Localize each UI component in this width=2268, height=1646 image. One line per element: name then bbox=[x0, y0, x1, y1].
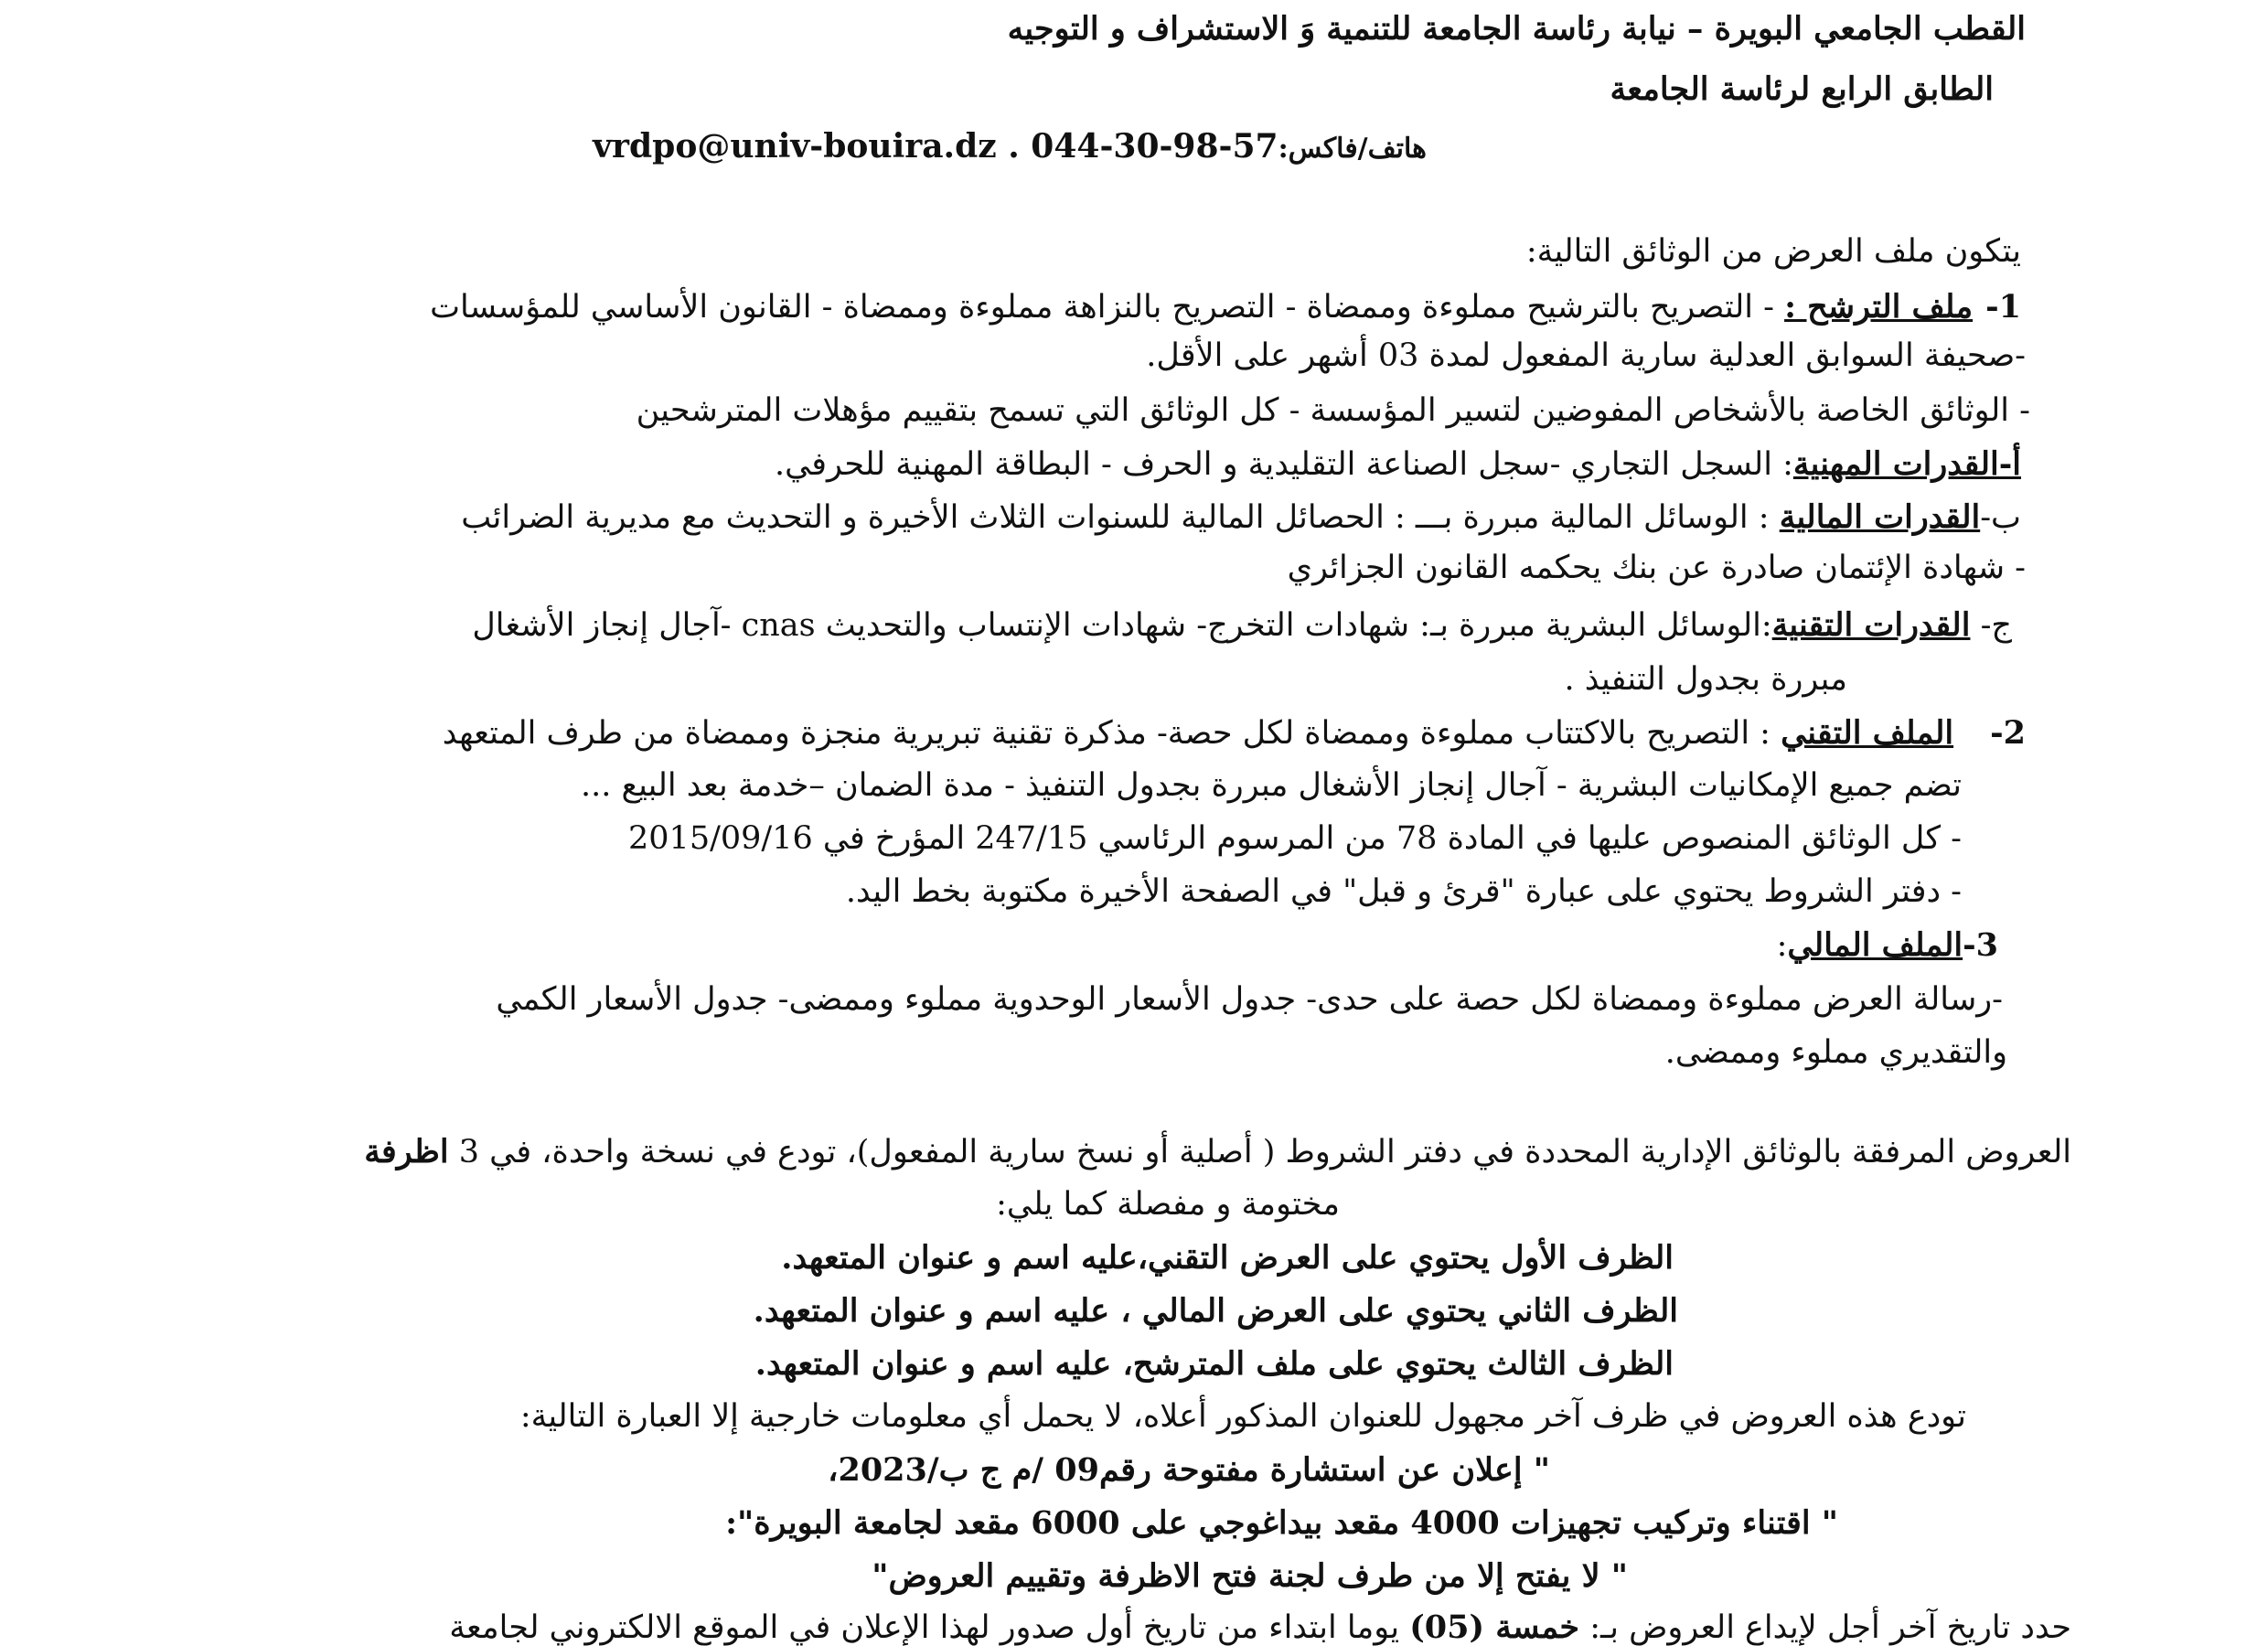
section-1-number: 1- bbox=[1985, 288, 2021, 326]
section-3-line-2: والتقديري مملوء وممضى. bbox=[1664, 1034, 2007, 1071]
section-2-line-2: تضم جميع الإمكانيات البشرية - آجال إنجاز الأشغال مبررة بجدول التنفيذ - مدة الضمان –خدمة بعد البيع ... bbox=[580, 767, 1962, 804]
section-1-item-b-line-2: - شهادة الإئتمان صادرة عن بنك يحكمه القانون الجزائري bbox=[1287, 550, 2026, 586]
section-1-heading bbox=[430, 288, 2021, 326]
section-3-title: الملف المالي bbox=[1787, 926, 1963, 964]
subject-quote: " اقتناء وتركيب تجهيزات 4000 مقعد بيداغوجي على 6000 مقعد لجامعة البويرة": bbox=[725, 1504, 1838, 1542]
item-c-prefix: ج- bbox=[1970, 607, 2012, 644]
deadline-bold: خمسة (05) bbox=[1409, 1609, 1580, 1646]
section-1-item-c bbox=[472, 606, 2012, 644]
section-1-line-2: -صحيفة السوابق العدلية سارية المفعول لمدة 03 أشهر على الأقل. bbox=[1146, 337, 2026, 374]
section-2-title: الملف التقني bbox=[1781, 714, 1954, 752]
section-2-line-3: - كل الوثائق المنصوص عليها في المادة 78 من المرسوم الرئاسي 247/15 المؤرخ في 2015/09/16 bbox=[628, 820, 1962, 857]
offers-intro-line-2: مختومة و مفصلة كما يلي: bbox=[996, 1186, 1340, 1223]
item-c-text: :الوسائل البشرية مبررة بـ: شهادات التخرج- شهادات الإنتساب والتحديث cnas -آجال إنجاز الأشغال bbox=[472, 607, 1772, 644]
item-a-text: : السجل التجاري -سجل الصناعة التقليدية و الحرف - البطاقة المهنية للحرفي. bbox=[774, 446, 1793, 483]
documents-intro: يتكون ملف العرض من الوثائق التالية: bbox=[1525, 233, 2021, 270]
item-c-label: القدرات التقنية bbox=[1771, 606, 1971, 644]
item-b-prefix: ب- bbox=[1980, 499, 2021, 536]
item-b-label: القدرات المالية bbox=[1779, 498, 1981, 536]
section-1-item-a bbox=[774, 445, 2021, 483]
header-line-2: الطابق الرابع لرئاسة الجامعة bbox=[1610, 70, 1994, 108]
section-2-heading bbox=[442, 714, 2026, 752]
section-3-line-1: -رسالة العرض مملوءة وممضاة لكل حصة على حدى- جدول الأسعار الوحدوية مملوء وممضى- جدول الأسعار الكمي bbox=[496, 981, 2003, 1018]
section-3-number: 3- bbox=[1963, 926, 1998, 964]
offers-intro-text: العروض المرفقة بالوثائق الإدارية المحددة في دفتر الشروط ( أصلية أو نسخ سارية المفعول)، تودع في نسخة واحدة، في 3 bbox=[448, 1134, 2071, 1170]
outer-envelope-note: تودع هذه العروض في ظرف آخر مجهول للعنوان المذكور أعلاه، لا يحمل أي معلومات خارجية إلا العبارة التالية: bbox=[519, 1398, 1966, 1435]
offers-intro-line-1 bbox=[364, 1133, 2071, 1170]
section-2-line-1: : التصريح بالاكتتاب مملوءة وممضاة لكل حصة- مذكرة تقنية تبريرية منجزة وممضاة من طرف المتعهد bbox=[442, 715, 1781, 752]
section-1-line-3: - الوثائق الخاصة بالأشخاص المفوضين لتسير المؤسسة - كل الوثائق التي تسمح بتقييم مؤهلات المترشحين bbox=[636, 392, 2030, 429]
header-line-1: القطب الجامعي البويرة – نيابة رئاسة الجامعة للتنمية وَ الاستشراف و التوجيه bbox=[1007, 10, 2026, 48]
section-1-line-1: - التصريح بالترشيح مملوءة وممضاة - التصريح بالنزاهة مملوءة وممضاة - القانون الأساسي للمؤسسات bbox=[430, 289, 1785, 326]
section-3-colon: : bbox=[1776, 927, 1788, 964]
envelope-1: الظرف الأول يحتوي على العرض التقني،عليه اسم و عنوان المتعهد. bbox=[781, 1239, 1674, 1277]
deadline-text-b: يوما ابتداء من تاريخ أول صدور لهذا الإعلان في الموقع الالكتروني لجامعة bbox=[449, 1609, 1410, 1646]
contact-value: vrdpo@univ-bouira.dz . 044-30-98-57 bbox=[593, 127, 1278, 166]
deadline-text-a: حدد تاريخ آخر أجل لإيداع العروض بـ: bbox=[1579, 1609, 2071, 1646]
do-not-open-quote: " لا يفتح إلا من طرف لجنة فتح الاظرفة وتقييم العروض" bbox=[872, 1557, 1628, 1595]
envelope-2: الظرف الثاني يحتوي على العرض المالي ، عليه اسم و عنوان المتعهد. bbox=[753, 1292, 1678, 1330]
deadline-line bbox=[449, 1611, 2071, 1644]
contact-line bbox=[593, 127, 1427, 166]
section-3-heading bbox=[1776, 926, 1998, 964]
section-1-item-b bbox=[461, 498, 2021, 536]
announcement-quote: " إعلان عن استشارة مفتوحة رقم09 /م ج ب/2023، bbox=[828, 1451, 1550, 1489]
contact-label: هاتف/فاكس: bbox=[1278, 133, 1427, 165]
section-2-line-4: - دفتر الشروط يحتوي على عبارة "قرئ و قبل" في الصفحة الأخيرة مكتوبة بخط اليد. bbox=[845, 873, 1962, 910]
section-2-number: 2- bbox=[1990, 714, 2026, 752]
section-1-title: ملف الترشح : bbox=[1784, 288, 1974, 326]
item-b-text: : الوسائل المالية مبررة بـــ : الحصائل المالية للسنوات الثلاث الأخيرة و التحديث مع مديرية الضرائب bbox=[461, 499, 1780, 536]
envelope-3: الظرف الثالث يحتوي على ملف المترشح، عليه اسم و عنوان المتعهد. bbox=[754, 1345, 1674, 1383]
offers-intro-bold: اظرفة bbox=[364, 1133, 449, 1170]
item-a-label: أ-القدرات المهنية bbox=[1792, 445, 2021, 483]
section-1-item-c-line-2: مبررة بجدول التنفيذ . bbox=[1564, 661, 1847, 698]
